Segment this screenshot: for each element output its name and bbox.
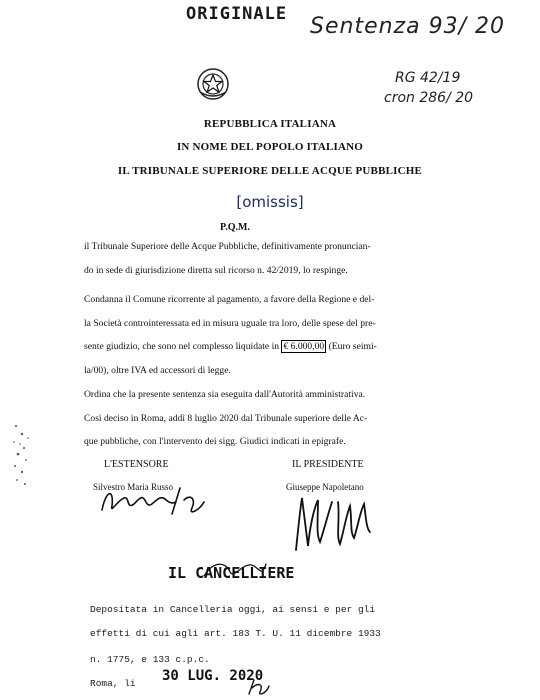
handwritten-cron-number: cron 286/ 20	[384, 90, 474, 106]
scan-speckle-icon	[10, 420, 32, 490]
body-line-9: que pubbliche, con l'intervento dei sigg. Giudici indicati in epigrafe.	[84, 436, 346, 447]
body-line-5-pre: sente giudizio, che sono nel complesso liquidate in	[84, 341, 282, 352]
body-line-4: la Società controinteressata ed in misura uguale tra loro, delle spese del pre-	[84, 318, 376, 329]
estensore-name: Silvestro Maria Russo	[93, 482, 173, 492]
handwritten-rg-number: RG 42/19	[395, 70, 461, 86]
heading-repubblica: REPUBBLICA ITALIANA	[203, 118, 337, 130]
handwritten-sentenza-number: Sentenza 93/ 20	[310, 14, 505, 39]
italian-republic-emblem-icon	[195, 66, 231, 102]
body-line-7: Ordina che la presente sentenza sia eseguita dall'Autorità amministrativa.	[84, 389, 366, 400]
presidente-signature-icon	[288, 490, 378, 556]
body-line-8: Così deciso in Roma, addì 8 luglio 2020 dal Tribunale superiore delle Ac-	[84, 413, 368, 424]
deposit-line-2: effetti di cui agli art. 183 T. U. 11 dicembre 1933	[90, 628, 381, 639]
body-line-1: il Tribunale Superiore delle Acque Pubbliche, definitivamente pronuncian-	[84, 241, 371, 252]
deposit-line-3: n. 1775, e 133 c.p.c.	[90, 654, 210, 665]
pqm-heading: P.Q.M.	[220, 222, 250, 233]
body-line-5	[84, 341, 377, 352]
omissis-marker: [omissis]	[236, 193, 304, 211]
cancelliere-stamp: IL CANCELLIERE	[168, 564, 295, 582]
body-line-5-post: (Euro seimi-	[326, 341, 377, 352]
heading-popolo: IN NOME DEL POPOLO ITALIANO	[176, 141, 364, 153]
estensore-signature-icon	[96, 480, 216, 520]
presidente-label: IL PRESIDENTE	[292, 459, 364, 470]
date-stamp-signature-icon	[246, 676, 272, 698]
presidente-name: Giuseppe Napoletano	[286, 482, 364, 492]
heading-tribunale: IL TRIBUNALE SUPERIORE DELLE ACQUE PUBBLICHE	[117, 165, 423, 177]
body-line-2: do in sede di giurisdizione diretta sul ricorso n. 42/2019, lo respinge.	[84, 265, 348, 276]
cancelliere-signature-icon	[200, 556, 270, 582]
deposit-date-stamp: 30 LUG. 2020	[162, 668, 264, 684]
body-line-6: la/00), oltre IVA ed accessori di legge.	[84, 365, 231, 376]
deposit-line-4: Roma, li	[90, 678, 136, 689]
body-line-3: Condanna il Comune ricorrente al pagamento, a favore della Regione e del-	[84, 294, 375, 305]
deposit-line-1: Depositata in Cancelleria oggi, ai sensi e per gli	[90, 604, 376, 615]
amount-box: € 6.000,00	[283, 341, 325, 352]
estensore-label: L'ESTENSORE	[104, 459, 169, 470]
originale-stamp: ORIGINALE	[186, 4, 288, 24]
